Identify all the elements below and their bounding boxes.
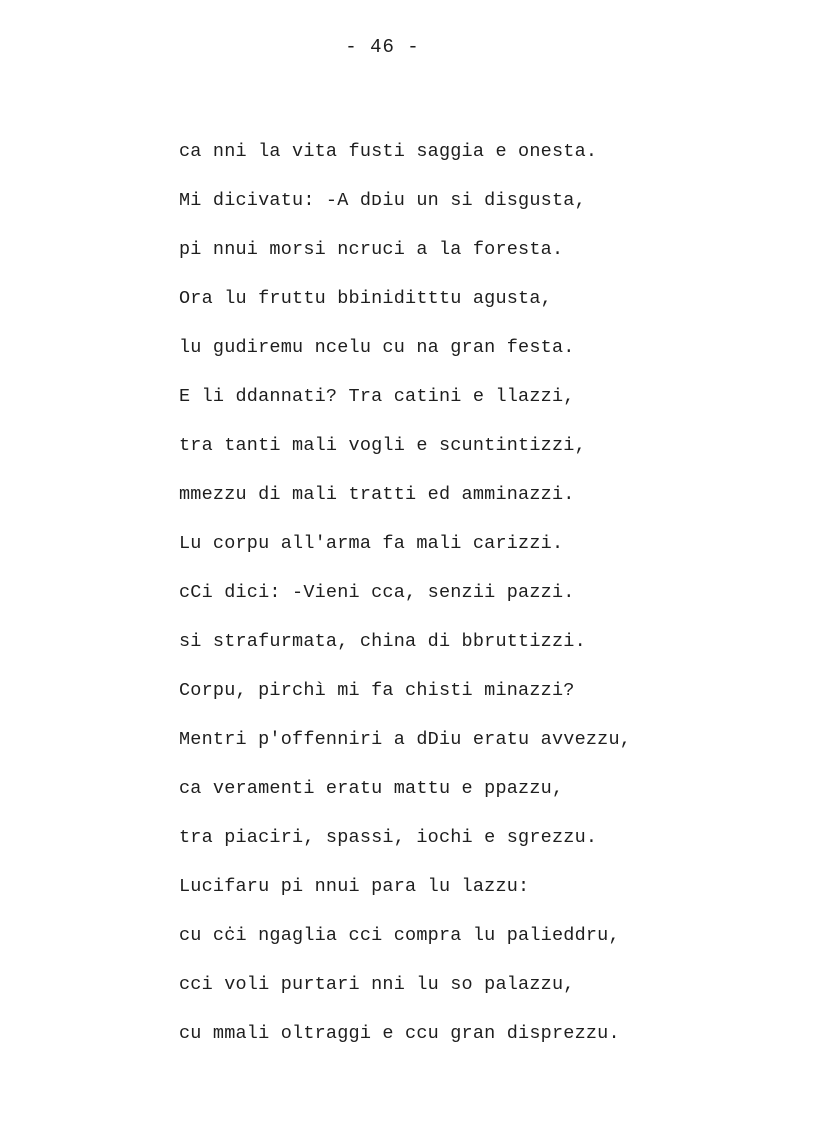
verse-line: lu gudiremu ncelu cu na gran festa. [179,337,575,358]
verse-line: Lu corpu all'arma fa mali carizzi. [179,533,564,554]
verse-line: tra tanti mali vogli e scuntintizzi, [179,435,586,456]
verse-line: cu cċi ngaglia cci compra lu palieddru, [179,925,620,946]
verse-line: cci voli purtari nni lu so palazzu, [179,974,575,995]
verse-line: cu mmali oltraggi e ccu gran disprezzu. [179,1023,620,1044]
verse-line: si strafurmata, china di bbruttizzi. [179,631,586,652]
verse-line: Mentri p'offenniri a dDiu eratu avvezzu, [179,729,632,750]
verse-line: ca nni la vita fusti saggia e onesta. [179,141,598,162]
verse-line: E li ddannati? Tra catini e llazzi, [179,386,575,407]
page-number: - 46 - [345,36,420,58]
verse-line: ca veramenti eratu mattu e ppazzu, [179,778,564,799]
verse-line: Mi dicivatu: -A dᴅiu un si disgusta, [179,190,586,211]
verse-line: Corpu, pirchì mi fa chisti minazzi? [179,680,575,701]
verse-line: Lucifaru pi nnui para lu lazzu: [179,876,530,897]
verse-line: Ora lu fruttu bbiniditttu agusta, [179,288,552,309]
verse-line: cCi dici: -Vieni cca, senzii pazzi. [179,582,575,603]
verse-line: mmezzu di mali tratti ed amminazzi. [179,484,575,505]
poem-verses [179,134,631,1065]
verse-line: tra piaciri, spassi, iochi e sgrezzu. [179,827,598,848]
verse-line: pi nnui morsi ncruci a la foresta. [179,239,564,260]
